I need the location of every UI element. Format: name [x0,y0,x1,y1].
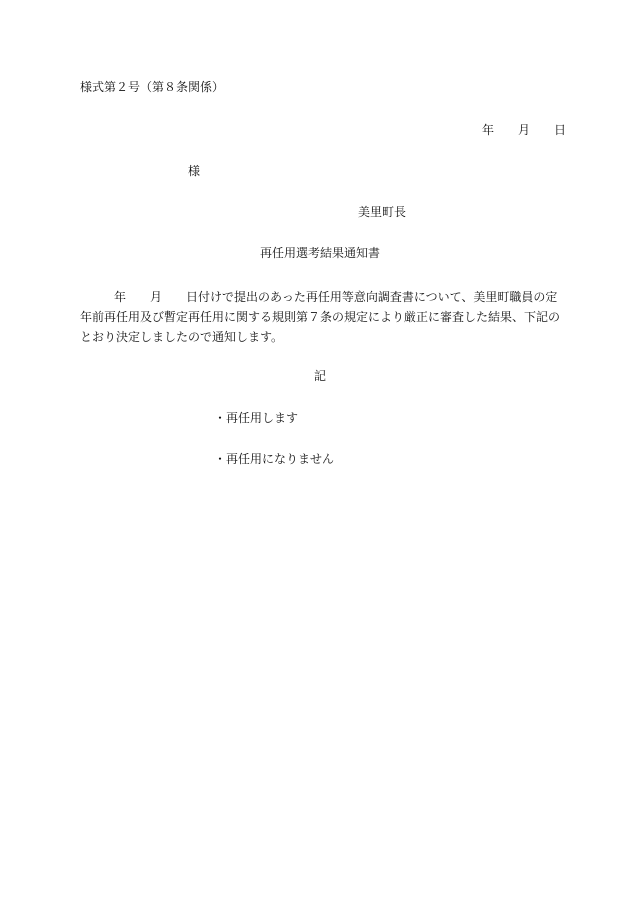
record-label: 記 [314,369,327,383]
notice-body [80,287,566,347]
date-day-label: 日 [553,123,566,137]
form-number: 様式第２号（第８条関係） [80,80,225,94]
addressee-suffix: 様 [188,164,201,178]
document-title: 再任用選考結果通知書 [260,246,381,260]
option-reappoint-text: 再任用します [226,411,299,425]
issuer-name: 美里町長 [358,205,407,219]
body-line-1-rest: 日付けで提出のあった再任用等意向調査書について、美里町職員の定 [186,290,558,304]
bullet-icon: ・ [214,411,227,425]
body-line-2: 年前再任用及び暫定再任用に関する規則第７条の規定により厳正に審査した結果、下記の [80,310,561,324]
body-line-3: とおり決定しましたので通知します。 [80,330,284,344]
body-month-label: 月 [150,290,163,304]
date-month-label: 月 [517,123,530,137]
option-not-reappoint [214,452,334,466]
body-year-label: 年 [114,290,127,304]
date-year-label: 年 [481,123,494,137]
option-not-reappoint-text: 再任用になりません [226,452,335,466]
date-line [482,123,566,137]
option-reappoint [214,411,298,425]
body-line-1 [80,287,566,307]
bullet-icon: ・ [214,452,227,466]
